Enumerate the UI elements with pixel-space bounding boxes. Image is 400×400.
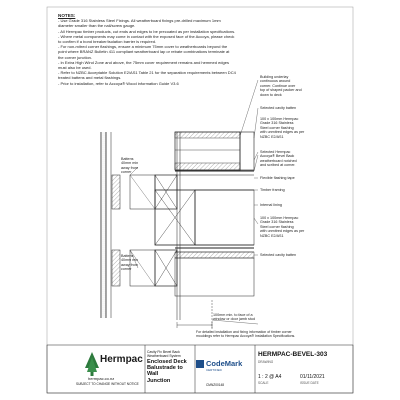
drawing-title: Enclosed Deck Balustrade to Wall Junction	[147, 359, 187, 384]
brand-website: hermpac.co.nz	[88, 376, 115, 381]
note-line: point where BRANZ Bulletin 411 compliant weatherboard lap or rebate combinations terminate at	[58, 49, 230, 55]
scale-value: 1 : 2 @ A4	[258, 374, 282, 380]
cert-number: CMNZ00148	[206, 383, 225, 387]
note-line: - Refer to NZBC Acceptable Solution E2/AS1 Table 21 for the separation requirements between DC4	[58, 70, 236, 76]
notes-title: NOTES:	[58, 13, 76, 18]
hermpac-logo-icon	[85, 352, 99, 376]
note-line: - Prior to installation, refer to Accoya® Wood information Guide V3.6	[58, 80, 179, 86]
scale-label: SCALE	[258, 381, 269, 385]
lower-cladding	[175, 248, 254, 296]
left-wall	[101, 132, 111, 318]
issue-date-label: ISSUE DATE	[300, 381, 319, 385]
note-line: the corner junction.	[58, 54, 93, 60]
label-selected-cavity-batten-1: Selected cavity batten	[260, 106, 297, 110]
label-timber-framing: Timber framing	[260, 188, 285, 192]
note-line: must also be used.	[58, 65, 92, 71]
note-line: diameter smaller than the nail/screw gauge.	[58, 23, 136, 29]
note-line: treated battens and metal flashings.	[58, 75, 122, 81]
note-line: - For non-mitred corner flashings, ensure a minimum 75mm cover to weatherboards beyond the	[58, 44, 228, 50]
codemark-sub: CERTIFIED	[206, 368, 222, 372]
note-line: - In Extra High Wind Zone and above, the 75mm cover requirement remains and hemmed edges	[58, 59, 229, 65]
codemark-logo: CodeMark	[206, 359, 243, 368]
framing-column	[155, 175, 254, 286]
note-line: to confirm if a bond breaker/isolation barrier is required.	[58, 39, 157, 45]
codemark-icon	[196, 360, 204, 368]
balustrade-top	[175, 132, 254, 170]
system-name: Cavity Fix Bevel Back Weatherboard System	[147, 350, 181, 358]
label-corner-flashing-2: 100 x 100mm Hermpac Grade 316 Stainless Steel corner flashing with unmitred edges as per NZBC E2/AS1	[260, 216, 305, 238]
note-line: - Use Grade 316 Stainless Steel Fixings. All weatherboard fixings pre-drilled maximum 1mm	[58, 18, 221, 24]
label-selected-cavity-batten-2: Selected cavity batten	[260, 253, 297, 257]
drawing-number: HERMPAC-BEVEL-303	[258, 351, 328, 358]
label-flexible-flashing: Flexible flashing tape	[260, 176, 295, 180]
label-selected-hermpac: Selected Hermpac Accoya® Bevel Back weatherboard notched and scribed at corner.	[260, 150, 297, 168]
label-building-underlay: Building underlay continuous around corner. Continue over top of shaped packer and down to deck	[260, 75, 302, 97]
label-window-gap: 100mm min. to face of a window or door jamb stud	[213, 313, 256, 322]
label-internal-lining: Internal lining	[260, 203, 282, 207]
drawing-label: DRAWING	[258, 360, 274, 364]
label-corner-flashing-1: 100 x 100mm Hermpac Grade 316 Stainless Steel corner flashing with unmitred edges as per NZBC E2/AS1	[260, 117, 305, 139]
deck-edge	[175, 171, 254, 175]
label-battens-bottom: Battens 40mm min away from corner	[121, 254, 139, 272]
issue-date: 01/11/2021	[300, 374, 325, 380]
label-battens-top: Battens 40mm min away from corner	[121, 157, 139, 175]
note-line: - All Hermpac timber products, cut ends and edges to be precoated as per installation specifications.	[58, 28, 236, 34]
dimension-line	[177, 300, 212, 330]
label-footer-note: For detailed installation and fixing information of timber corner mouldings refer to Hermpac Accoya® Installation Specifications.	[196, 330, 296, 339]
disclaimer: SUBJECT TO CHANGE WITHOUT NOTICE	[76, 382, 139, 386]
leader-lines	[212, 80, 258, 324]
brand-name: Hermpac	[100, 354, 143, 365]
note-line: - Where metal components may come in contact with the exposed face of the Accoya, please check	[58, 33, 235, 39]
